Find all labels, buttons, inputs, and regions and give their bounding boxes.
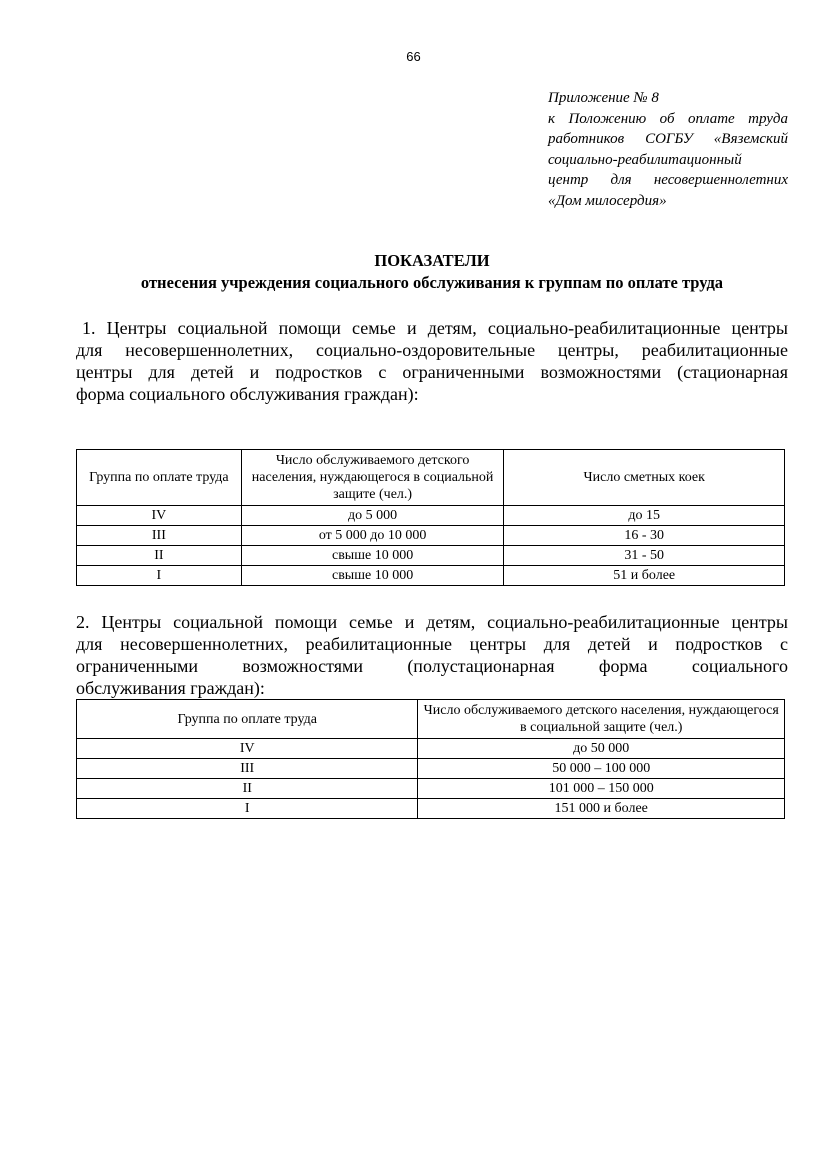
page-number: 66 [406,49,421,64]
table-cell: от 5 000 до 10 000 [241,526,504,546]
table-cell: 16 - 30 [504,526,785,546]
annex-line: работников СОГБУ «Вяземский [548,131,788,147]
section-2-text [76,611,788,699]
table-cell: III [77,759,418,779]
section-2-line: обслуживания граждан): [76,678,265,698]
annex-line: центр для несовершеннолетних [548,172,788,188]
table-cell: I [77,566,242,586]
section-1-line: 1. Центры социальной помощи семье и детям, социально-реабилитационные центры [82,318,788,338]
table-cell: IV [77,739,418,759]
section-1-line: для несовершеннолетних, социально-оздоровительные центры, реабилитационные [76,340,788,360]
table-row [77,526,785,546]
table-2-header-group: Группа по оплате труда [77,700,418,739]
annex-line: социально-реабилитационный [548,151,742,168]
table-1-header-row [77,450,785,506]
table-cell: свыше 10 000 [241,566,504,586]
table-cell: 31 - 50 [504,546,785,566]
table-cell: до 15 [504,506,785,526]
table-cell: 151 000 и более [418,799,785,819]
annex-reference [548,88,788,211]
table-2-header-population: Число обслуживаемого детского населения, нуждающегося в социальной защите (чел.) [418,700,785,739]
table-1 [76,449,785,586]
table-row [77,779,785,799]
table-cell: до 50 000 [418,739,785,759]
section-2-line: для несовершеннолетних, реабилитационные центры для детей и подростков с [76,634,788,654]
section-2-line: ограниченными возможностями (полустационарная форма социального [76,656,788,676]
table-row [77,546,785,566]
table-cell: 50 000 – 100 000 [418,759,785,779]
table-cell: до 5 000 [241,506,504,526]
section-1-line: форма социального обслуживания граждан): [76,384,419,404]
title-subtitle: отнесения учреждения социального обслуживания к группам по оплате труда [140,273,724,292]
table-cell: I [77,799,418,819]
annex-line: к Положению об оплате труда [548,110,788,127]
table-row [77,506,785,526]
table-row [77,566,785,586]
table-cell: II [77,779,418,799]
section-2-line: 2. Центры социальной помощи семье и детям, социально-реабилитационные центры [76,612,788,632]
table-cell: III [77,526,242,546]
table-2 [76,699,785,819]
annex-line: Приложение № 8 [548,90,659,106]
document-title [76,250,788,294]
table-cell: 51 и более [504,566,785,586]
table-cell: свыше 10 000 [241,546,504,566]
table-1-header-group: Группа по оплате труда [77,450,242,506]
table-row [77,759,785,779]
annex-line: «Дом милосердия» [548,192,667,209]
table-row [77,739,785,759]
section-1-line: центры для детей и подростков с ограниченными возможностями (стационарная [76,362,788,382]
table-cell: IV [77,506,242,526]
table-cell: 101 000 – 150 000 [418,779,785,799]
section-1-text [76,317,788,405]
title-main: ПОКАЗАТЕЛИ [374,251,490,270]
table-2-header-row [77,700,785,739]
table-row [77,799,785,819]
table-1-header-beds: Число сметных коек [504,450,785,506]
table-cell: II [77,546,242,566]
table-1-header-population: Число обслуживаемого детского населения, нуждающегося в социальной защите (чел.) [241,450,504,506]
